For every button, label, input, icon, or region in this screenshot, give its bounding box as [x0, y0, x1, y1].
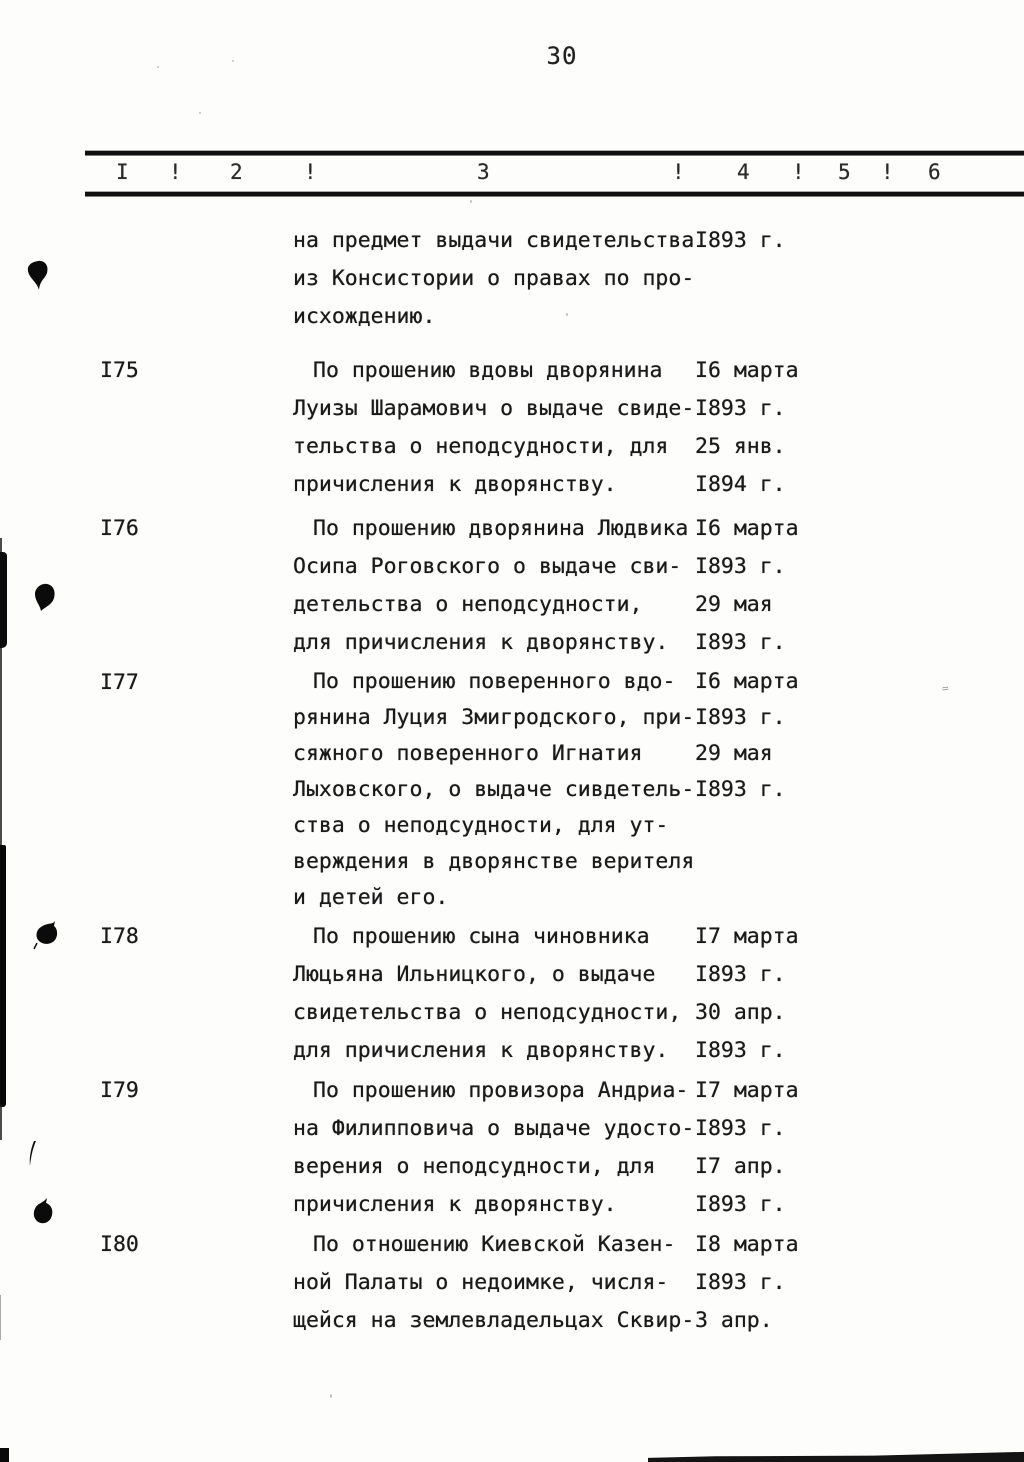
entry-line	[293, 844, 799, 880]
entry-description: причисления к дворянству.	[293, 1192, 617, 1217]
entry-date: I893 г.	[695, 777, 786, 802]
ink-blob-icon	[26, 260, 50, 292]
entry-line	[293, 466, 799, 504]
column-separator: !	[792, 160, 805, 184]
entry-line	[293, 428, 799, 466]
entry-line	[293, 624, 799, 662]
paper-speck	[232, 60, 234, 62]
scan-bottom-shadow	[648, 1451, 1024, 1462]
entry-date: I6 марта	[695, 358, 799, 383]
entry-line	[293, 994, 799, 1032]
table-header-rule-bottom	[85, 192, 1024, 196]
column-separator: !	[672, 160, 685, 184]
entry-line	[293, 808, 799, 844]
entry-description: свидетельства о неподсудности,	[293, 1000, 682, 1025]
paper-speck	[566, 313, 568, 316]
entry-description: По прошению провизора Андриа-	[313, 1078, 689, 1103]
entry-description: Луизы Шарамович о выдаче свиде-	[293, 396, 695, 421]
entry-line	[293, 1110, 799, 1148]
entry-date: I893 г.	[695, 554, 786, 579]
ink-blob-icon	[33, 583, 57, 613]
entry-line	[293, 1148, 799, 1186]
entry-description: рянина Луция Змигродского, при-	[293, 705, 695, 730]
ink-blob-icon	[31, 1198, 55, 1234]
entry-date: I893 г.	[695, 705, 786, 730]
entry-lines	[293, 918, 799, 1070]
ink-comma-mark-icon	[27, 1140, 39, 1168]
entry-number: I79	[100, 1078, 139, 1103]
column-header-2: 2	[230, 160, 243, 184]
entry-line	[293, 956, 799, 994]
entry-number: I78	[100, 924, 139, 949]
scan-edge-strip	[0, 845, 6, 1107]
entry-lines	[293, 664, 799, 916]
entry-number: I77	[100, 670, 139, 695]
entry-line	[293, 352, 799, 390]
entry-number: I76	[100, 516, 139, 541]
entry-description: По прошению сына чиновника	[313, 924, 650, 949]
entry-line	[293, 1186, 799, 1224]
entry-date: I893 г.	[695, 1192, 786, 1217]
entry-date: I7 марта	[695, 924, 799, 949]
page-number: 30	[546, 42, 578, 70]
entry-line	[293, 222, 786, 260]
entry-description: щейся на землевладельцах Сквир-	[293, 1308, 695, 1333]
entry-line	[293, 260, 786, 298]
entry-description: сяжного поверенного Игнатия	[293, 741, 643, 766]
entry-description: Лыховского, о выдаче сивдетель-	[293, 777, 695, 802]
entry-line	[293, 772, 799, 808]
entry-description: По прошению дворянина Людвика	[313, 516, 689, 541]
entry-line	[293, 1264, 799, 1302]
entry-lines	[293, 1226, 799, 1340]
column-separator: !	[881, 160, 894, 184]
entry-lines	[293, 1072, 799, 1224]
entry-description: тельства о неподсудности, для	[293, 434, 669, 459]
entry-date: I894 г.	[695, 472, 786, 497]
entry-line	[293, 548, 799, 586]
entry-description: на Филипповича о выдаче удосто-	[293, 1116, 695, 1141]
ink-blob-icon	[33, 921, 59, 955]
entry-date: I893 г.	[695, 962, 786, 987]
entry-date: I893 г.	[695, 228, 786, 253]
faint-smudge: ≃	[941, 681, 950, 696]
paper-speck	[470, 200, 472, 203]
entry-description: верждения в дворянстве верителя	[293, 849, 695, 874]
entry-date: I6 марта	[695, 516, 799, 541]
paper-speck	[157, 66, 159, 68]
entry-line	[293, 736, 799, 772]
entry-description: верения о неподсудности, для	[293, 1154, 656, 1179]
entry-description: для причисления к дворянству.	[293, 630, 669, 655]
entry-line	[293, 1226, 799, 1264]
entry-description: ной Палаты о недоимке, числя-	[293, 1270, 669, 1295]
entry-line	[293, 1302, 799, 1340]
entry-description: исхождению.	[293, 304, 436, 329]
column-separator: !	[169, 160, 182, 184]
column-header-4: 4	[737, 160, 750, 184]
entry-description: По прошению вдовы дворянина	[313, 358, 663, 383]
entry-description: детельства о неподсудности,	[293, 592, 643, 617]
entry-number: I80	[100, 1232, 139, 1257]
entry-line	[293, 700, 799, 736]
entry-date: I6 марта	[695, 669, 799, 694]
entry-date: 3 апр.	[695, 1308, 773, 1333]
entry-description: Осипа Роговского о выдаче сви-	[293, 554, 682, 579]
entry-date: I893 г.	[695, 1270, 786, 1295]
entry-line	[293, 586, 799, 624]
entry-description: причисления к дворянству.	[293, 472, 617, 497]
entry-line	[293, 390, 799, 428]
entry-line	[293, 298, 786, 336]
scan-corner-chip	[0, 1448, 9, 1462]
entry-description: По прошению поверенного вдо-	[313, 669, 676, 694]
scan-edge-blob	[0, 552, 7, 648]
entry-description: ства о неподсудности, для ут-	[293, 813, 669, 838]
entry-description: По отношению Киевской Казен-	[313, 1232, 676, 1257]
entry-lines	[293, 510, 799, 662]
paper-speck	[199, 112, 201, 114]
entry-line	[293, 1072, 799, 1110]
entry-description: и детей его.	[293, 885, 449, 910]
entry-description: из Консистории о правах по про-	[293, 266, 695, 291]
column-header-1: I	[116, 160, 129, 184]
entry-date: 29 мая	[695, 741, 773, 766]
entry-line	[293, 918, 799, 956]
entry-line	[293, 664, 799, 700]
entry-lines	[293, 352, 799, 504]
paper-speck	[330, 1394, 332, 1398]
entry-date: I893 г.	[695, 1038, 786, 1063]
table-header-rule-top	[85, 151, 1024, 155]
entry-line	[293, 510, 799, 548]
scan-edge-streak	[0, 1105, 2, 1140]
entry-date: 30 апр.	[695, 1000, 786, 1025]
entry-description: для причисления к дворянству.	[293, 1038, 669, 1063]
entry-date: I7 апр.	[695, 1154, 786, 1179]
entry-line	[293, 1032, 799, 1070]
entry-date: I893 г.	[695, 630, 786, 655]
entry-description: Люцьяна Ильницкого, о выдаче	[293, 962, 656, 987]
entry-lines	[293, 222, 786, 336]
column-header-6: 6	[928, 160, 941, 184]
entry-date: I8 марта	[695, 1232, 799, 1257]
column-header-5: 5	[838, 160, 851, 184]
entry-date: I893 г.	[695, 396, 786, 421]
entry-description: на предмет выдачи свидетельства	[293, 228, 695, 253]
entry-date: 25 янв.	[695, 434, 786, 459]
entry-date: 29 мая	[695, 592, 773, 617]
scan-edge-streak	[0, 1295, 1, 1340]
entry-number: I75	[100, 358, 139, 383]
entry-date: I893 г.	[695, 1116, 786, 1141]
column-separator: !	[304, 160, 317, 184]
column-header-3: 3	[477, 160, 490, 184]
entry-line	[293, 880, 799, 916]
entry-date: I7 марта	[695, 1078, 799, 1103]
